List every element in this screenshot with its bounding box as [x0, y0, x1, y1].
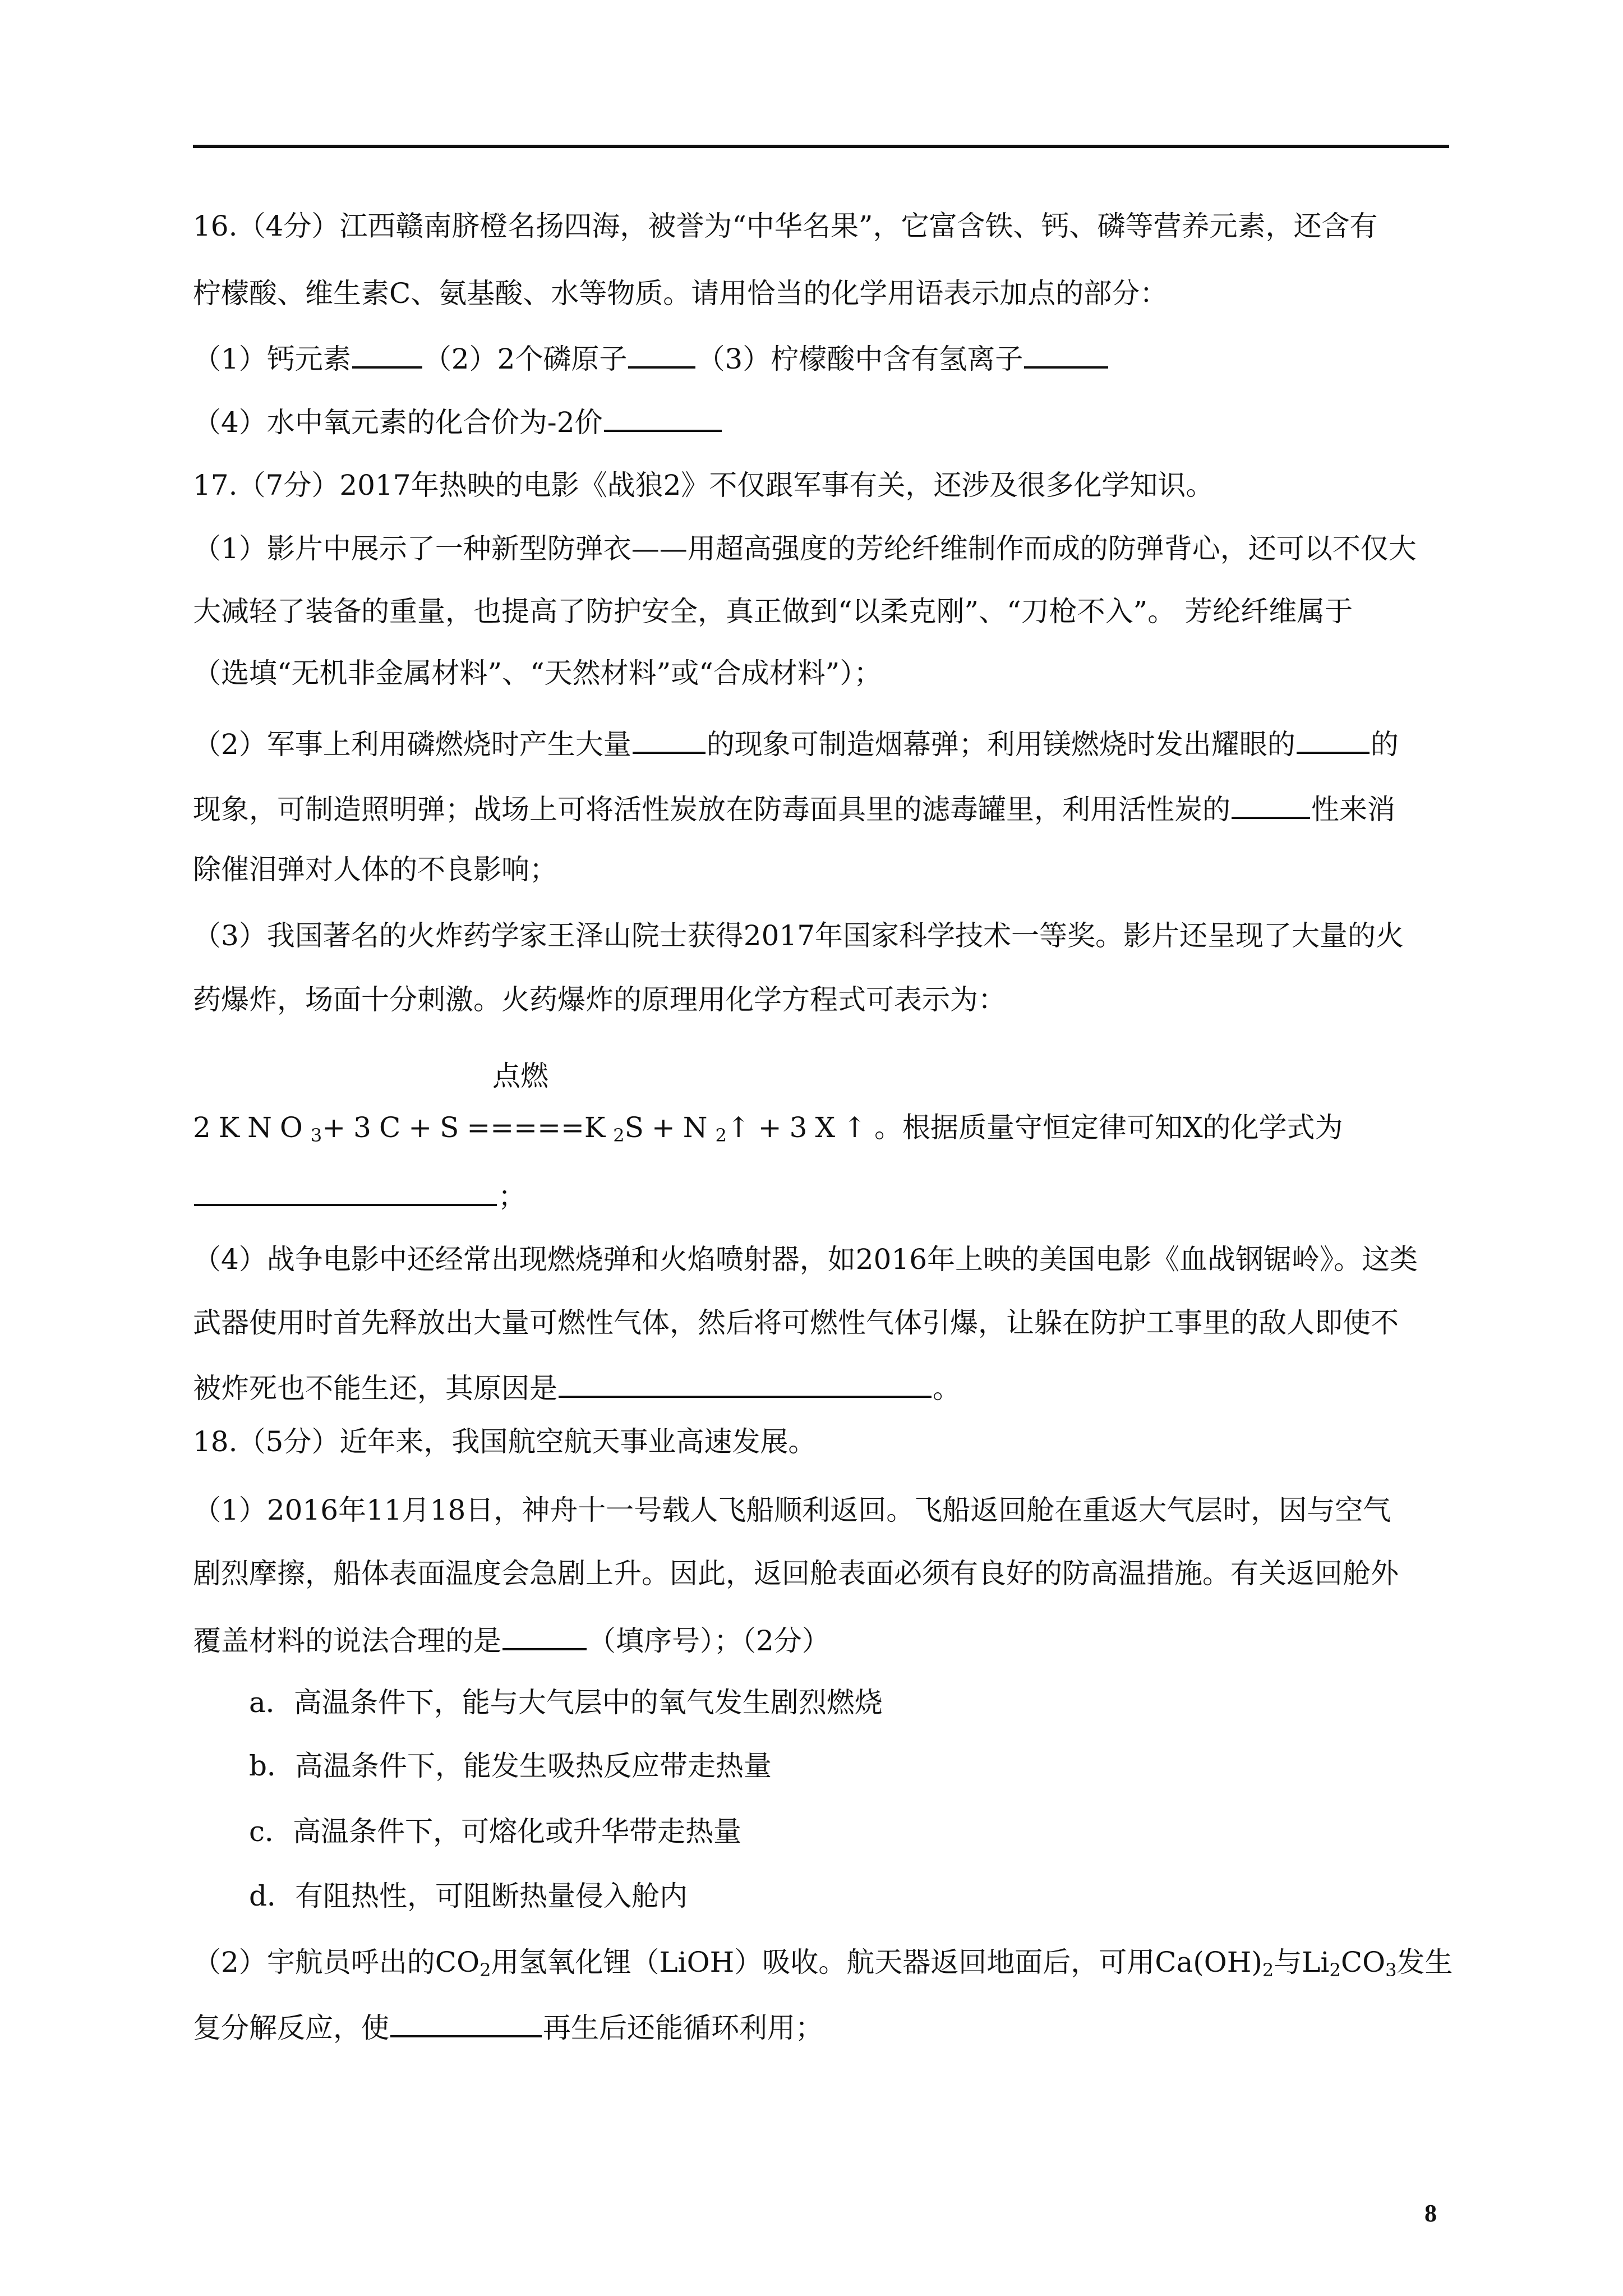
- answer-blank[interactable]: [1024, 339, 1108, 369]
- q17-s4-text: 被炸死也不能生还，其原因是: [193, 1372, 557, 1405]
- equation-term: ↑+3X↑: [726, 1111, 874, 1144]
- answer-blank[interactable]: [352, 339, 422, 369]
- answer-blank[interactable]: [390, 2008, 542, 2037]
- reaction-condition: 点燃: [492, 1060, 548, 1092]
- q17-s2-text-a: （2）军事上利用磷燃烧时产生大量: [193, 728, 631, 761]
- q17-s3-line-2: 药爆炸，场面十分刺激。火药爆炸的原理用化学方程式可表示为：: [193, 983, 1006, 1016]
- q17-s4-line-2: 武器使用时首先释放出大量可燃性气体，然后将可燃性气体引爆，让躲在防护工事里的敌人即使不: [193, 1306, 1399, 1339]
- equation-term: +3C+S: [322, 1111, 467, 1144]
- q17-s4-line-1: （4）战争电影中还经常出现燃烧弹和火焰喷射器，如2016年上映的美国电影《血战钢锯岭》。这类: [193, 1243, 1418, 1276]
- q17-s4-end: 。: [933, 1372, 961, 1405]
- q18-s2-text: 再生后还能循环利用；: [543, 2012, 823, 2044]
- q17-s1-line-3: （选填“无机非金属材料”、“天然材料”或“合成材料”）；: [193, 657, 882, 689]
- q17-s2-line-2: [193, 790, 1395, 826]
- q17-title: 17.（7分）2017年热映的电影《战狼2》不仅跟军事有关，还涉及很多化学知识。: [193, 469, 1214, 501]
- answer-blank[interactable]: [194, 1177, 497, 1206]
- answer-blank[interactable]: [633, 725, 706, 754]
- q17-s3-answer-line: [193, 1177, 526, 1213]
- formula-subscript: 2: [1329, 1959, 1341, 1981]
- equation-term: 2KNO: [193, 1111, 311, 1144]
- q18-s2-text: 与Li: [1274, 1946, 1330, 1978]
- equation-subscript: 2: [715, 1125, 727, 1146]
- answer-blank[interactable]: [559, 1369, 932, 1398]
- q17-s2-line-1: [193, 725, 1399, 761]
- q18-s1-text-a: 覆盖材料的说法合理的是: [193, 1625, 501, 1657]
- formula-subscript: 2: [479, 1959, 491, 1981]
- q18-s2-text: 用氢氧化锂（LiOH）吸收。航天器返回地面后，可用Ca(OH): [491, 1946, 1262, 1978]
- answer-blank[interactable]: [604, 403, 722, 432]
- q16-part-2: （2）2个磷原子: [423, 343, 628, 375]
- q18-option-a: a．高温条件下，能与大气层中的氧气发生剧烈燃烧: [249, 1686, 883, 1719]
- answer-blank[interactable]: [502, 1621, 587, 1650]
- equation-subscript: 3: [310, 1125, 322, 1146]
- q17-s3-line-1: （3）我国著名的火炸药学家王泽山院士获得2017年国家科学技术一等奖。影片还呈现了大量的火: [193, 919, 1404, 952]
- q17-s2-text-c: 的: [1370, 728, 1399, 761]
- equation-subscript: 2: [613, 1125, 625, 1146]
- q17-s2-line-3: 除催泪弹对人体的不良影响；: [193, 853, 557, 886]
- answer-blank[interactable]: [1232, 790, 1310, 819]
- q16-part-4: （4）水中氧元素的化合价为-2价: [193, 406, 603, 439]
- q17-s2-text-d: 现象，可制造照明弹；战场上可将活性炭放在防毒面具里的滤毒罐里，利用活性炭的: [193, 793, 1230, 826]
- equation-sign: =====: [467, 1111, 584, 1144]
- q18-s2-text: 发生: [1396, 1946, 1453, 1978]
- q17-s1-line-1: （1）影片中展示了一种新型防弹衣——用超高强度的芳纶纤维制作而成的防弹背心，还可以不仅大: [193, 532, 1417, 565]
- q18-s1-line-3: [193, 1621, 830, 1658]
- equation-term: K: [584, 1111, 614, 1144]
- q18-title: 18.（5分）近年来，我国航空航天事业高速发展。: [193, 1425, 817, 1458]
- q17-s2-text-b: 的现象可制造烟幕弹；利用镁燃烧时发出耀眼的: [706, 728, 1295, 761]
- q18-s1-line-1: （1）2016年11月18日，神舟十一号载人飞船顺利返回。飞船返回舱在重返大气层时，因与空气: [193, 1494, 1391, 1526]
- equation-term: S+N: [624, 1111, 716, 1144]
- answer-blank[interactable]: [1297, 725, 1370, 754]
- q18-option-d: d．有阻热性，可阻断热量侵入舱内: [249, 1880, 688, 1912]
- formula-subscript: 3: [1385, 1959, 1397, 1981]
- q16-part-1: （1）钙元素: [193, 343, 351, 375]
- formula-subscript: 2: [1262, 1959, 1274, 1981]
- q18-option-b: b．高温条件下，能发生吸热反应带走热量: [249, 1750, 772, 1782]
- q16-part-3: （3）柠檬酸中含有氢离子: [697, 343, 1023, 375]
- q18-s2-text: CO: [1340, 1946, 1386, 1978]
- q17-s1-line-2: 大减轻了装备的重量，也提高了防护安全，真正做到“以柔克刚”、“刀枪不入”。 芳纶纤维属于: [193, 595, 1353, 628]
- page-number: 8: [1424, 2200, 1437, 2227]
- q16-line-2: 柠檬酸、维生素C、氨基酸、水等物质。请用恰当的化学用语表示加点的部分：: [193, 277, 1168, 310]
- q17-s4-line-3: [193, 1369, 961, 1405]
- q18-s2-line-1: [193, 1945, 1453, 1979]
- q17-s2-text-e: 性来消: [1311, 793, 1395, 826]
- q18-s2-text: （2）宇航员呼出的CO: [193, 1946, 480, 1978]
- q18-s1-text-b: （填序号）；（2分）: [588, 1625, 830, 1657]
- header-rule: [193, 145, 1449, 148]
- q17-s3-end: ；: [498, 1180, 526, 1213]
- answer-blank[interactable]: [628, 339, 695, 369]
- equation-question: 。根据质量守恒定律可知X的化学式为: [874, 1111, 1343, 1144]
- q16-line-1: 16.（4分）江西赣南脐橙名扬四海，被誉为“中华名果”，它富含铁、钙、磷等营养元素，还含有: [193, 210, 1378, 242]
- chemical-equation-line: [193, 1111, 1343, 1144]
- q18-s1-line-2: 剧烈摩擦，船体表面温度会急剧上升。因此，返回舱表面必须有良好的防高温措施。有关返回舱外: [193, 1557, 1399, 1590]
- q18-s2-text: 复分解反应，使: [193, 2012, 389, 2044]
- q16-part-4-line: [193, 403, 723, 439]
- q18-s2-line-2: [193, 2008, 823, 2045]
- q16-parts-line: [193, 339, 1109, 376]
- q18-option-c: c．高温条件下，可熔化或升华带走热量: [249, 1815, 742, 1848]
